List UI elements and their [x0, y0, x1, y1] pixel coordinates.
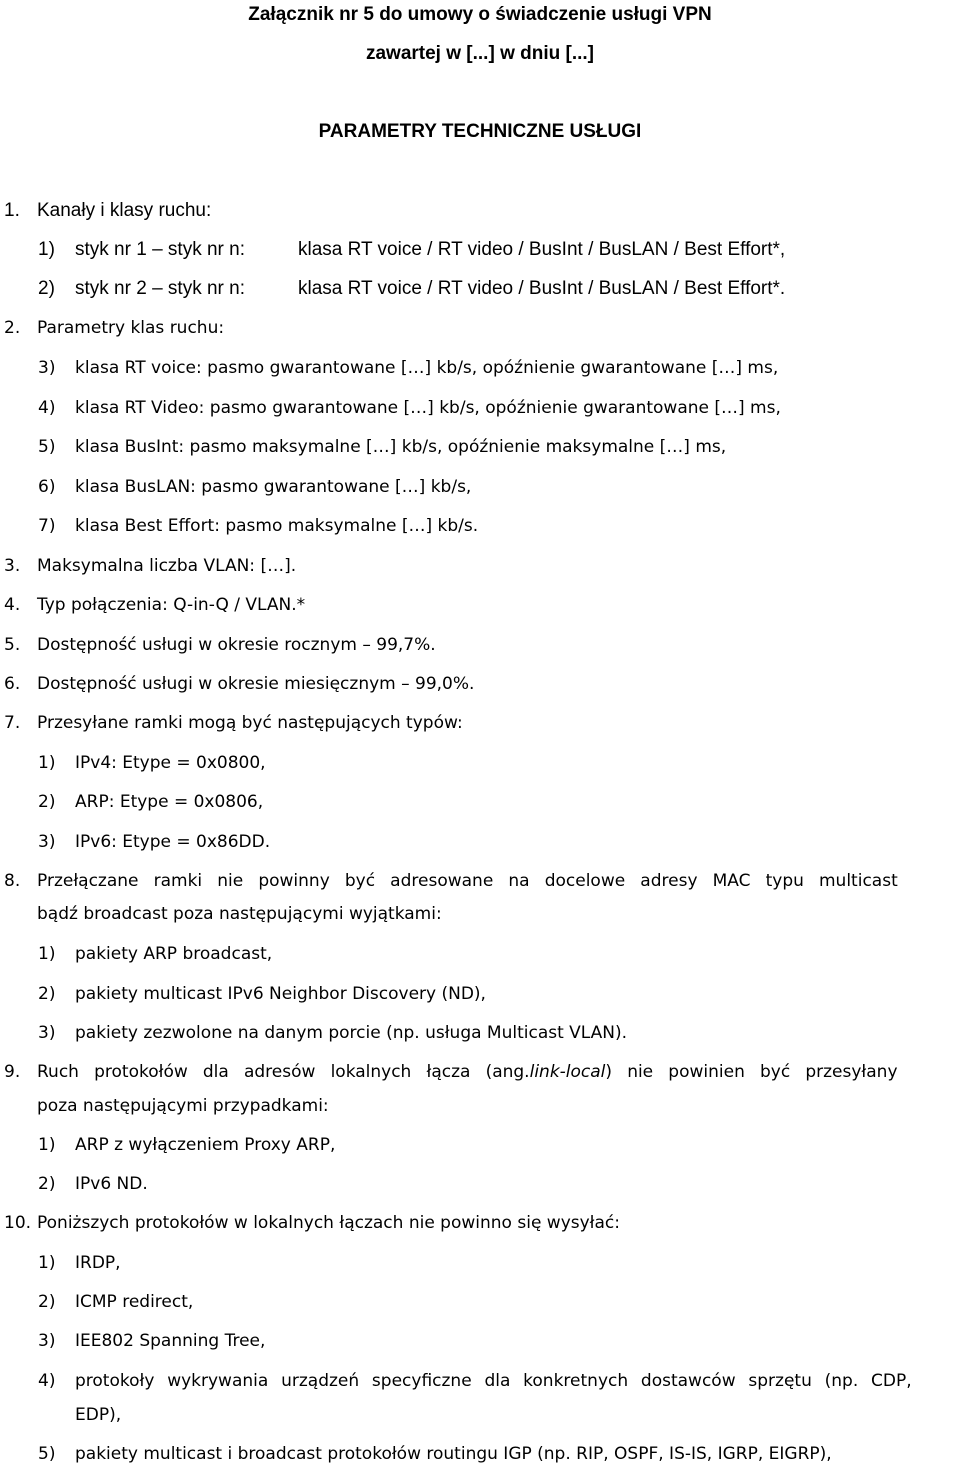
text-segment: ) nie powinien być przesyłany: [605, 1062, 898, 1082]
list-item: pakiety multicast IPv6 Neighbor Discovery (ND),: [75, 984, 486, 1004]
item-number: 1): [38, 753, 56, 773]
item-number: 4): [38, 1371, 56, 1391]
section-text-line: [37, 1061, 956, 1083]
traffic-classes: klasa RT voice / RT video / BusInt / BusLAN / Best Effort*.: [298, 278, 786, 299]
list-item: klasa Best Effort: pasmo maksymalne […] kb/s.: [75, 516, 479, 536]
item-number: 5): [38, 437, 56, 457]
section-number: 1.: [4, 200, 20, 221]
list-item: klasa BusLAN: pasmo gwarantowane […] kb/s,: [75, 477, 472, 497]
section-number: 5.: [4, 635, 21, 655]
section-text-line: bądź broadcast poza następującymi wyjątkami:: [37, 904, 442, 924]
list-item: klasa RT Video: pasmo gwarantowane […] kb/s, opóźnienie gwarantowane […] ms,: [75, 398, 781, 418]
list-item: klasa BusInt: pasmo maksymalne […] kb/s, opóźnienie maksymalne […] ms,: [75, 437, 727, 457]
justified-text: Przełączane ramki nie powinny być adresowane na docelowe adresy MAC typu multicast: [37, 871, 898, 891]
interface-pair: styk nr 2 – styk nr n:: [75, 278, 245, 299]
list-item-line: [75, 1370, 956, 1392]
section-text: Dostępność usługi w okresie rocznym – 99,7%.: [37, 635, 436, 655]
section-number: 2.: [4, 318, 21, 338]
text-segment: Ruch protokołów dla adresów lokalnych łącza (ang.: [37, 1062, 530, 1082]
list-item: IPv6 ND.: [75, 1174, 148, 1194]
item-number: 1): [38, 1253, 56, 1273]
item-number: 1): [38, 944, 56, 964]
section-text: Dostępność usługi w okresie miesięcznym – 99,0%.: [37, 674, 475, 694]
section-number: 6.: [4, 674, 21, 694]
section-number: 3.: [4, 556, 21, 576]
list-item: pakiety multicast i broadcast protokołów routingu IGP (np. RIP, OSPF, IS-IS, IGRP, EIGRP),: [75, 1444, 832, 1464]
list-item: ARP: Etype = 0x0806,: [75, 792, 264, 812]
section-heading: Przesyłane ramki mogą być następujących typów:: [37, 713, 463, 733]
item-number: 2): [38, 1292, 56, 1312]
item-number: 6): [38, 477, 56, 497]
section-number: 4.: [4, 595, 21, 615]
section-number: 7.: [4, 713, 21, 733]
item-number: 4): [38, 398, 56, 418]
section-number: 8.: [4, 871, 21, 891]
section-text-line: poza następującymi przypadkami:: [37, 1096, 329, 1116]
item-number: 3): [38, 1023, 56, 1043]
item-number: 2): [38, 278, 55, 299]
annex-subtitle: zawartej w [...] w dniu [...]: [365, 43, 594, 64]
list-item: IRDP,: [75, 1253, 121, 1273]
section-text-line: [37, 870, 956, 892]
item-number: 1): [38, 1135, 56, 1155]
list-item: pakiety ARP broadcast,: [75, 944, 273, 964]
list-item-line: EDP),: [75, 1405, 122, 1425]
italic-term: link-local: [529, 1062, 606, 1082]
section-text: Maksymalna liczba VLAN: […].: [37, 556, 297, 576]
item-number: 3): [38, 832, 56, 852]
section-heading: Kanały i klasy ruchu:: [37, 200, 212, 221]
section-heading: Poniższych protokołów w lokalnych łączach nie powinno się wysyłać:: [37, 1213, 621, 1233]
section-number: 10.: [4, 1213, 32, 1233]
item-number: 1): [38, 239, 55, 260]
item-number: 5): [38, 1444, 56, 1464]
item-number: 2): [38, 1174, 56, 1194]
list-item: IPv4: Etype = 0x0800,: [75, 753, 266, 773]
item-number: 2): [38, 984, 56, 1004]
interface-pair: styk nr 1 – styk nr n:: [75, 239, 245, 260]
list-item: IPv6: Etype = 0x86DD.: [75, 832, 271, 852]
item-number: 7): [38, 516, 56, 536]
item-number: 3): [38, 358, 56, 378]
item-number: 2): [38, 792, 56, 812]
list-item: IEE802 Spanning Tree,: [75, 1331, 266, 1351]
list-item: klasa RT voice: pasmo gwarantowane […] kb/s, opóźnienie gwarantowane […] ms,: [75, 358, 779, 378]
section-number: 9.: [4, 1062, 21, 1082]
list-item: pakiety zezwolone na danym porcie (np. usługa Multicast VLAN).: [75, 1023, 628, 1043]
item-number: 3): [38, 1331, 56, 1351]
list-item: ICMP redirect,: [75, 1292, 194, 1312]
traffic-classes: klasa RT voice / RT video / BusInt / BusLAN / Best Effort*,: [298, 239, 786, 260]
section-heading: Parametry klas ruchu:: [37, 318, 225, 338]
section-title: PARAMETRY TECHNICZNE USŁUGI: [318, 121, 642, 142]
annex-title: Załącznik nr 5 do umowy o świadczenie usługi VPN: [248, 4, 712, 25]
justified-text: protokoły wykrywania urządzeń specyficzne dla konkretnych dostawców sprzętu (np. CDP,: [75, 1371, 912, 1391]
section-text: Typ połączenia: Q-in-Q / VLAN.*: [37, 595, 306, 615]
list-item: ARP z wyłączeniem Proxy ARP,: [75, 1135, 336, 1155]
